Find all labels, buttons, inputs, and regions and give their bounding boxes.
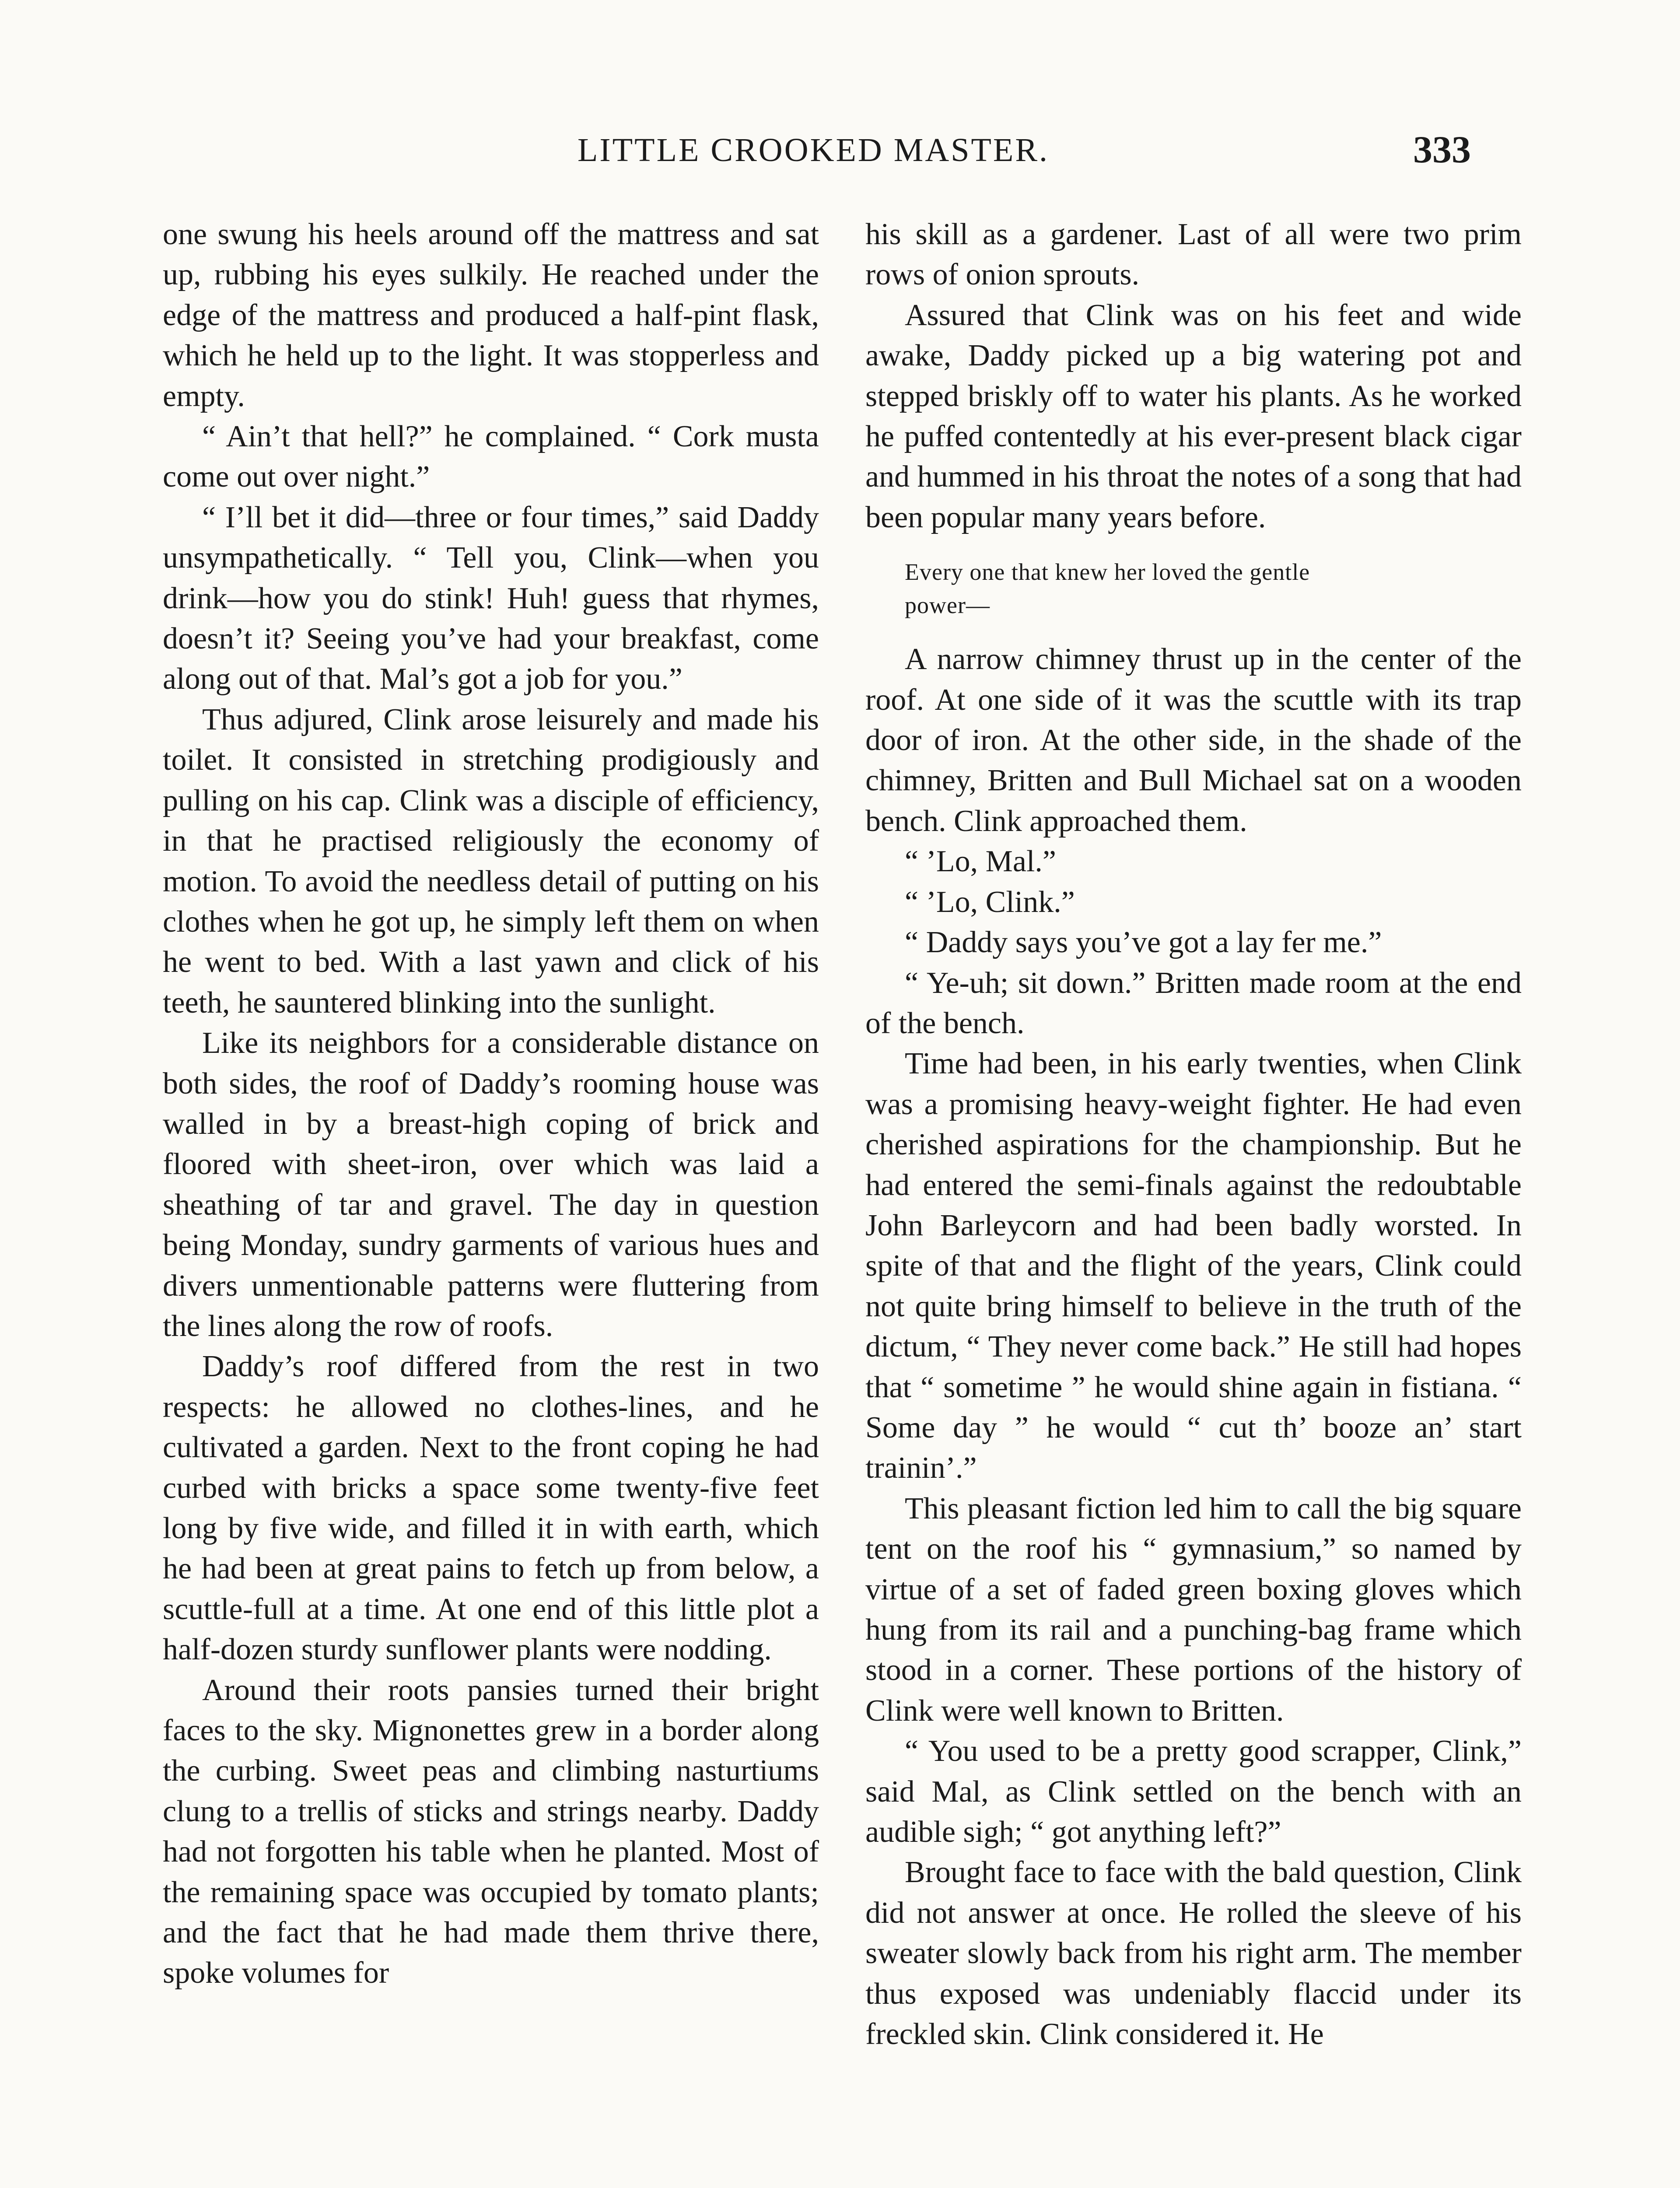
paragraph: “ I’ll bet it did—three or four times,” said Daddy unsympathetically. “ Tell you, Clink—when you drink—how you do stink! Huh! guess that rhymes, doesn’t it? Seeing you’ve had your breakfast, come along out of that. Mal’s got a job for you.”	[163, 500, 819, 696]
paragraph: Like its neighbors for a considerable distance on both sides, the roof of Daddy’s rooming house was walled in by a breast-high coping of brick and floored with sheet-iron, over which was laid a sheathing of tar and gravel. The day in question being Monday, sundry garments of various hues and divers unmentionable patterns were fluttering from the lines along the row of roofs.	[163, 1026, 819, 1343]
paragraph: “ You used to be a pretty good scrapper, Clink,” said Mal, as Clink settled on the bench with an audible sigh; “ got anything left?”	[865, 1734, 1522, 1849]
running-header	[0, 131, 1680, 184]
paragraph: one swung his heels around off the mattress and sat up, rubbing his eyes sulkily. He reached under the edge of the mattress and produced a half-pint flask, which he held up to the light. It was stopperless and empty.	[163, 217, 819, 413]
paragraph: This pleasant fiction led him to call the big square tent on the roof his “ gymnasium,” so named by virtue of a set of faded green boxing gloves which hung from its rail and a punching-bag frame which stood in a corner. These portions of the history of Clink were well known to Britten.	[865, 1491, 1522, 1728]
paragraph: A narrow chimney thrust up in the center of the roof. At one side of it was the scuttle with its trap door of iron. At the other side, in the shade of the chimney, Britten and Bull Michael sat on a wooden bench. Clink approached them.	[865, 642, 1522, 838]
right-column	[865, 214, 1522, 2055]
page-number: 333	[1413, 129, 1471, 171]
verse-line: power—	[905, 592, 990, 619]
song-verse	[905, 555, 1522, 622]
paragraph: Around their roots pansies turned their bright faces to the sky. Mignonettes grew in a border along the curbing. Sweet peas and climbing nasturtiums clung to a trellis of sticks and strings nearby. Daddy had not forgotten his table when he planted. Most of the remaining space was occupied by tomato plants; and the fact that he had made them thrive there, spoke volumes for	[163, 1673, 819, 1990]
verse-line: Every one that knew her loved the gentle	[905, 559, 1310, 586]
paragraph: “ Daddy says you’ve got a lay fer me.”	[905, 926, 1382, 960]
left-column	[163, 214, 819, 1994]
paragraph: Daddy’s roof differed from the rest in two respects: he allowed no clothes-lines, and he cultivated a garden. Next to the front coping he had curbed with bricks a space some twenty-five feet long by five wide, and filled it in with earth, which he had been at great pains to fetch up from below, a scuttle-full at a time. At one end of this little plot a half-dozen sturdy sunflower plants were nodding.	[163, 1350, 819, 1667]
paragraph: “ Ye-uh; sit down.” Britten made room at the end of the bench.	[865, 966, 1522, 1040]
running-title: LITTLE CROOKED MASTER.	[578, 132, 1050, 168]
paragraph: Brought face to face with the bald question, Clink did not answer at once. He rolled the sleeve of his sweater slowly back from his right arm. The member thus exposed was undeniably flaccid under its freckled skin. Clink considered it. He	[865, 1855, 1522, 2051]
paragraph: his skill as a gardener. Last of all were two prim rows of onion sprouts.	[865, 217, 1522, 292]
paragraph: “ ’Lo, Clink.”	[905, 885, 1075, 919]
paragraph: Thus adjured, Clink arose leisurely and made his toilet. It consisted in stretching prodigiously and pulling on his cap. Clink was a disciple of efficiency, in that he practised religiously the economy of motion. To avoid the needless detail of putting on his clothes when he got up, he simply left them on when he went to bed. With a last yawn and click of his teeth, he sauntered blinking into the sunlight.	[163, 702, 819, 1020]
paragraph: “ Ain’t that hell?” he complained. “ Cork musta come out over night.”	[163, 420, 819, 494]
paragraph: Assured that Clink was on his feet and wide awake, Daddy picked up a big watering pot and stepped briskly off to water his plants. As he worked he puffed contentedly at his ever-present black cigar and hummed in his throat the notes of a song that had been popular many years before.	[865, 298, 1522, 534]
paragraph: “ ’Lo, Mal.”	[905, 845, 1056, 879]
paragraph: Time had been, in his early twenties, when Clink was a promising heavy-weight fighter. He had even cherished aspirations for the championship. But he had entered the semi-finals against the redoubtable John Barleycorn and had been badly worsted. In spite of that and the flight of the years, Clink could not quite bring himself to believe in the truth of the dictum, “ They never come back.” He still had hopes that “ sometime ” he would shine again in fistiana. “ Some day ” he would “ cut th’ booze an’ start trainin’.”	[865, 1047, 1522, 1485]
